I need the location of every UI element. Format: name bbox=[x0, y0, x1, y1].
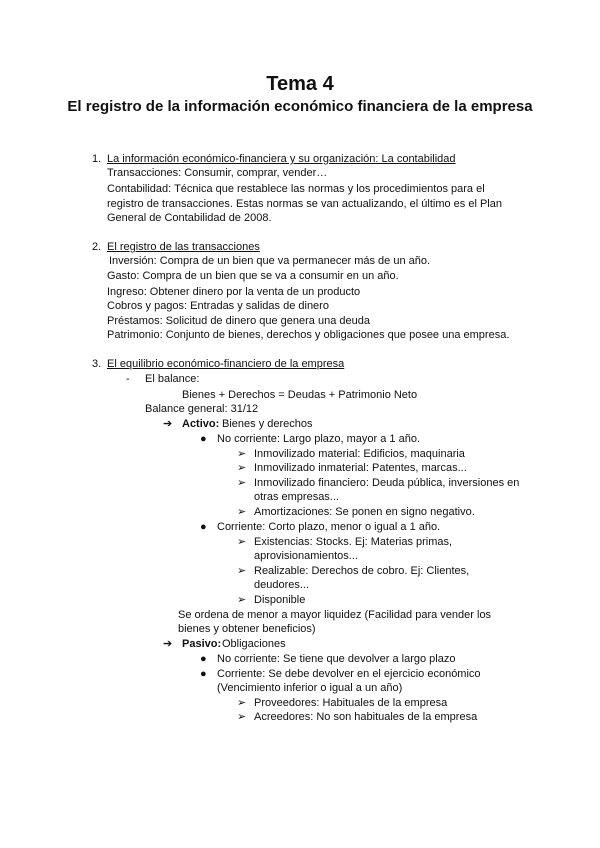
text-line: Transacciones: Consumir, comprar, vender… bbox=[107, 167, 328, 179]
list-item: Proveedores: Habituales de la empresa bbox=[254, 697, 448, 709]
list-item-continuation: aprovisionamientos... bbox=[254, 550, 358, 562]
list-item: Existencias: Stocks. Ej: Materias primas, bbox=[254, 536, 453, 548]
section-heading: La información económico-financiera y su organización: La contabilidad bbox=[107, 153, 456, 165]
section-number: 3. bbox=[92, 358, 102, 370]
list-item: Acreedores: No son habituales de la empresa bbox=[254, 711, 478, 723]
text-line: registro de transacciones. Estas normas se van actualizando, el último es el Plan bbox=[107, 198, 502, 210]
bullet-icon: ● bbox=[200, 433, 207, 445]
list-item: Inmovilizado financiero: Deuda pública, inversiones en bbox=[254, 477, 520, 489]
list-item-continuation: (Vencimiento inferior o igual a un año) bbox=[217, 682, 403, 694]
text-line: Préstamos: Solicitud de dinero que genera una deuda bbox=[107, 315, 370, 327]
balance-formula: Bienes + Derechos = Deudas + Patrimonio Neto bbox=[182, 389, 418, 401]
triangle-bullet-icon: ➢ bbox=[237, 711, 247, 723]
balance-general: Balance general: 31/12 bbox=[145, 403, 259, 415]
activo-text: Bienes y derechos bbox=[222, 418, 313, 430]
list-item: Inmovilizado material: Edificios, maquinaria bbox=[254, 448, 465, 460]
bullet-icon: ● bbox=[200, 653, 207, 665]
text-line: Cobros y pagos: Entradas y salidas de dinero bbox=[107, 300, 329, 312]
triangle-bullet-icon: ➢ bbox=[237, 536, 247, 548]
arrow-icon: ➔ bbox=[163, 638, 173, 650]
text-line: Ingreso: Obtener dinero por la venta de un producto bbox=[107, 286, 361, 298]
list-item: Inmovilizado inmaterial: Patentes, marcas... bbox=[254, 462, 467, 474]
section-heading: El equilibrio económico-financiero de la empresa bbox=[107, 358, 345, 370]
triangle-bullet-icon: ➢ bbox=[237, 565, 247, 577]
triangle-bullet-icon: ➢ bbox=[237, 697, 247, 709]
triangle-bullet-icon: ➢ bbox=[237, 477, 247, 489]
list-item: Realizable: Derechos de cobro. Ej: Clientes, bbox=[254, 565, 470, 577]
section-number: 1. bbox=[92, 153, 102, 165]
list-item: Corriente: Se debe devolver en el ejercicio económico bbox=[217, 668, 481, 680]
note-line: Se ordena de menor a mayor liquidez (Facilidad para vender los bbox=[178, 609, 492, 621]
triangle-bullet-icon: ➢ bbox=[237, 594, 247, 606]
triangle-bullet-icon: ➢ bbox=[237, 448, 247, 460]
arrow-icon: ➔ bbox=[163, 418, 173, 430]
list-item: Amortizaciones: Se ponen en signo negativo. bbox=[254, 506, 475, 518]
pasivo-text: Obligaciones bbox=[222, 638, 286, 650]
activo-label: Activo: bbox=[182, 418, 220, 430]
page-subtitle: El registro de la información económico financiera de la empresa bbox=[67, 98, 533, 115]
section-heading: El registro de las transacciones bbox=[107, 241, 260, 253]
text-line: Contabilidad: Técnica que restablece las normas y los procedimientos para el bbox=[107, 183, 485, 195]
bullet-icon: ● bbox=[200, 521, 207, 533]
triangle-bullet-icon: ➢ bbox=[237, 462, 247, 474]
note-line: bienes y obtener beneficios) bbox=[178, 623, 316, 635]
list-item-continuation: deudores... bbox=[254, 579, 310, 591]
triangle-bullet-icon: ➢ bbox=[237, 506, 247, 518]
pasivo-label: Pasivo: bbox=[182, 638, 222, 650]
list-item-continuation: otras empresas... bbox=[254, 491, 339, 503]
text-line: Gasto: Compra de un bien que se va a consumir en un año. bbox=[107, 270, 399, 282]
page-title: Tema 4 bbox=[266, 73, 334, 95]
bullet-icon: ● bbox=[200, 668, 207, 680]
text-line: General de Contabilidad de 2008. bbox=[107, 212, 272, 224]
list-item: No corriente: Se tiene que devolver a largo plazo bbox=[217, 653, 456, 665]
list-item: Disponible bbox=[254, 594, 306, 606]
list-item: No corriente: Largo plazo, mayor a 1 año. bbox=[217, 433, 421, 445]
balance-label: El balance: bbox=[145, 373, 200, 385]
dash-bullet: - bbox=[126, 373, 130, 385]
section-number: 2. bbox=[92, 241, 102, 253]
list-item: Corriente: Corto plazo, menor o igual a 1 año. bbox=[217, 521, 441, 533]
text-line: Patrimonio: Conjunto de bienes, derechos y obligaciones que posee una empresa. bbox=[107, 329, 510, 341]
text-line: Inversión: Compra de un bien que va permanecer más de un año. bbox=[109, 255, 431, 267]
